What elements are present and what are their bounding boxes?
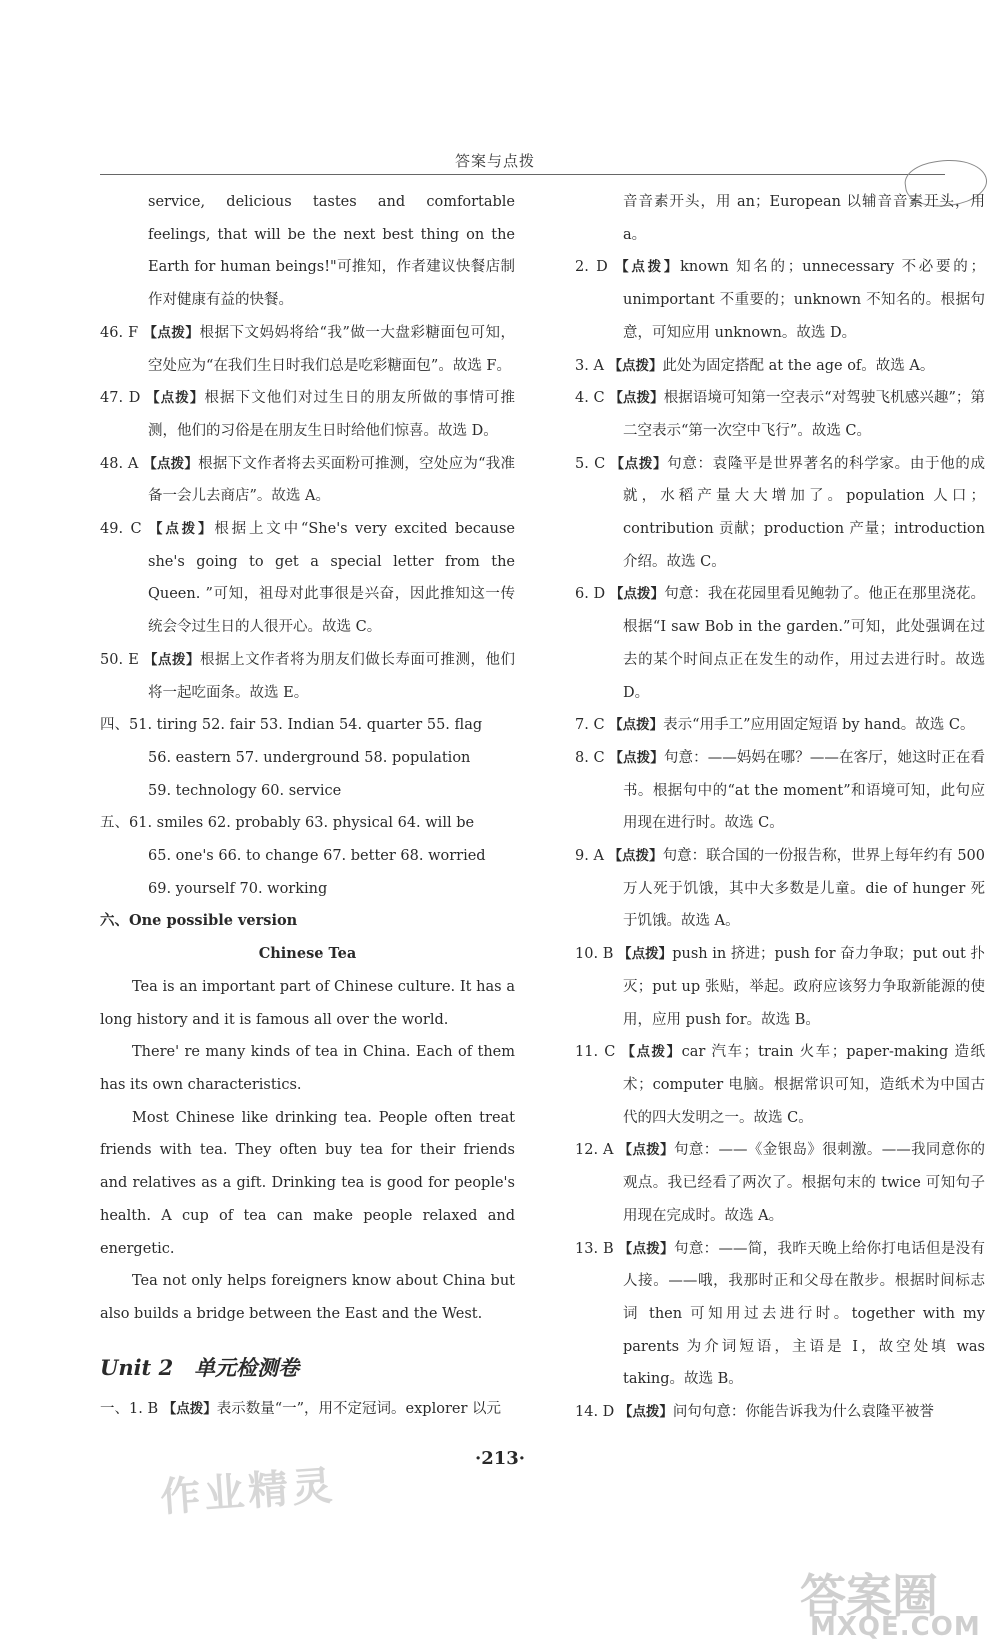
hint-tag: 【点拨】	[618, 1404, 673, 1421]
watermark-logo: 答案圈	[800, 1569, 938, 1623]
hint-tag: 【点拨】	[615, 259, 681, 276]
right-intro: 音音素开头，用 an；European 以辅音音素开头，用 a。	[623, 194, 985, 243]
essay-title: Chinese Tea	[258, 945, 357, 963]
item-explanation: 问句句意：你能告诉我为什么袁隆平被誉	[672, 1404, 934, 1421]
item-explanation: 句意：——《金银岛》很刺激。——我同意你的观点。我已经看了两次了。根据句末的 twice 可知句子用现在完成时。故选 A。	[623, 1142, 986, 1224]
watermark-url: MXQE.COM	[810, 1612, 981, 1642]
item-number: 3. A	[575, 357, 604, 374]
item-number: 5. C	[575, 455, 606, 472]
answer-item-14	[575, 1396, 985, 1429]
watermark-logo: 作业精灵	[158, 1462, 338, 1522]
answer-item-9	[575, 840, 985, 938]
item-number: 2. D	[575, 259, 608, 276]
item-number: 11. C	[575, 1044, 616, 1061]
page-number: ·213·	[474, 1448, 526, 1469]
answer-item-47	[100, 382, 515, 447]
item-explanation: 表示“用手工”应用固定短语 by hand。故选 C。	[663, 717, 975, 734]
item-number: 6. D	[575, 586, 606, 603]
item-number: 47. D	[100, 390, 141, 407]
hint-tag: 【点拨】	[143, 324, 200, 341]
item-number: 12. A	[575, 1142, 614, 1159]
answer-item-46	[100, 317, 515, 382]
answer-item-4	[575, 382, 985, 447]
hint-tag: 【点拨】	[609, 586, 665, 603]
hint-tag: 【点拨】	[618, 1142, 674, 1159]
answer-item-48	[100, 448, 515, 513]
item-number: 48. A	[100, 455, 139, 472]
answer-item-11	[575, 1036, 985, 1134]
item-number: 10. B	[575, 946, 614, 963]
answer-item-13	[575, 1233, 985, 1397]
item-explanation: 根据下文他们对过生日的朋友所做的事情可推测，他们的习俗是在朋友生日时给他们惊喜。故选 D。	[148, 390, 516, 439]
item-number: 14. D	[575, 1404, 615, 1421]
page-header-title: 答案与点拨	[454, 152, 535, 170]
section-4-line: 59. technology 60. service	[148, 782, 342, 799]
section-4-line: 56. eastern 57. underground 58. population	[148, 749, 471, 766]
answer-item-49	[100, 513, 515, 644]
hint-tag: 【点拨】	[146, 390, 205, 407]
hint-tag: 【点拨】	[621, 1044, 682, 1061]
item-explanation: push in 挤进；push for 奋力争取；put out 扑灭；put up 张贴，举起。政府应该努力争取新能源的使用，应用 push for。故选 B。	[623, 946, 986, 1028]
item-explanation: 表示数量“一”，用不定冠词。explorer 以元	[216, 1400, 502, 1417]
essay-paragraph: Tea is an important part of Chinese culture. It has a long history and it is famous all over the world.	[100, 978, 515, 1028]
hint-tag: 【点拨】	[608, 848, 663, 865]
item-explanation: known 知名的；unnecessary 不必要的；unimportant 不重要的；unknown 不知名的。根据句意，可知应用 unknown。故选 D。	[623, 259, 986, 341]
hint-tag: 【点拨】	[618, 946, 673, 963]
answer-item-5	[575, 448, 985, 579]
answer-item-10	[575, 938, 985, 1036]
answer-item-7	[575, 709, 985, 742]
item-explanation: 根据上文中“She's very excited because she's going to get a special letter from the Queen. ”可知，祖母对此事很是兴奋，因此推知这一传统会令过生日的人很开心。故选 C。	[148, 521, 516, 636]
section-6-label: 六、One possible version	[100, 912, 298, 930]
essay-paragraph: There' re many kinds of tea in China. Each of them has its own characteristics.	[100, 1044, 515, 1093]
item-explanation: 根据语境可知第一空表示“对驾驶飞机感兴趣”；第二空表示“第一次空中飞行”。故选 C。	[623, 390, 985, 439]
item-explanation: car 汽车；train 火车；paper-making 造纸术；computer 电脑。根据常识可知，造纸术为中国古代的四大发明之一。故选 C。	[623, 1044, 985, 1126]
item-explanation: 根据上文作者将为朋友们做长寿面可推测，他们将一起吃面条。故选 E。	[148, 651, 516, 701]
item-number: 49. C	[100, 521, 142, 538]
essay-paragraph: Tea not only helps foreigners know about China but also builds a bridge between the East and the West.	[100, 1273, 515, 1322]
section-4-line: 四、51. tiring 52. fair 53. Indian 54. quarter 55. flag	[100, 717, 483, 734]
answer-item-2	[575, 251, 985, 349]
item-explanation: 句意：袁隆平是世界著名的科学家。由于他的成就，水稻产量大大增加了。population 人口；contribution 贡献；production 产量；introduction 介绍。故选 C。	[623, 455, 986, 570]
item-number: 4. C	[575, 390, 605, 407]
header-rule	[100, 174, 945, 175]
answer-item-12	[575, 1134, 985, 1232]
hint-tag: 【点拨】	[610, 455, 668, 472]
hint-tag: 【点拨】	[143, 651, 201, 668]
section-5-line: 65. one's 66. to change 67. better 68. worried	[148, 848, 486, 865]
hint-tag: 【点拨】	[143, 455, 199, 472]
item-explanation: 句意：我在花园里看见鲍勃了。他正在那里浇花。根据“I saw Bob in the garden.”可知，此处强调在过去的某个时间点正在发生的动作，用过去进行时。故选 D。	[623, 586, 985, 701]
item-number: 46. F	[100, 324, 139, 341]
hint-tag: 【点拨】	[618, 1240, 674, 1257]
essay-body	[100, 971, 515, 1331]
item-explanation: 根据下文作者将去买面粉可推测，空处应为“我准备一会儿去商店”。故选 A。	[148, 455, 515, 505]
item-explanation: 句意：——简，我昨天晚上给你打电话但是没有人接。——哦，我那时正和父母在散步。根据时间标志词 then 可知用过去进行时。together with my parents 为介词短语，主语是 I，故空处填 was taking。故选 B。	[623, 1240, 986, 1388]
left-column	[100, 186, 515, 1425]
item-explanation: 根据下文妈妈将给“我”做一大盘彩糖面包可知，空处应为“在我们生日时我们总是吃彩糖面包”。故选 F。	[148, 324, 516, 374]
item-explanation: 句意：联合国的一份报告称，世界上每年约有 500 万人死于饥饿，其中大多数是儿童。die of hunger 死于饥饿。故选 A。	[623, 848, 985, 930]
section-5-line: 五、61. smiles 62. probably 63. physical 64. will be	[100, 815, 475, 832]
item-number: 50. E	[100, 651, 139, 668]
hint-tag: 【点拨】	[149, 521, 215, 538]
left-intro: service, delicious tastes and comfortable feelings, that will be the next best thing on the Earth for human beings!"可推知，作者建议快餐店制作对健康有益的快餐。	[148, 194, 515, 309]
section-5-line: 69. yourself 70. working	[148, 880, 328, 897]
item-number: 9. A	[575, 848, 604, 865]
answer-item-1	[100, 1393, 515, 1426]
item-explanation: 句意：——妈妈在哪？——在客厅，她这时正在看书。根据句中的“at the moment”和语境可知，此句应用现在进行时。故选 C。	[623, 749, 986, 832]
right-column	[575, 186, 985, 1429]
answer-item-6	[575, 578, 985, 709]
item-number: 7. C	[575, 717, 605, 734]
hint-tag: 【点拨】	[609, 390, 664, 407]
hint-tag: 【点拨】	[162, 1400, 217, 1417]
hint-tag: 【点拨】	[609, 749, 664, 766]
item-number: 13. B	[575, 1240, 614, 1257]
item-number: 8. C	[575, 749, 605, 766]
essay-paragraph: Most Chinese like drinking tea. People often treat friends with tea. They often buy tea for their friends and relatives as a gift. Drinking tea is good for people's health. A cup of tea can make people relaxed and energetic.	[100, 1109, 515, 1257]
unit-heading: Unit 2 单元检测卷	[100, 1354, 300, 1380]
answer-item-50	[100, 644, 515, 709]
answer-item-8	[575, 742, 985, 840]
answer-item-3	[575, 350, 985, 383]
item-explanation: 此处为固定搭配 at the age of。故选 A。	[662, 357, 935, 374]
hint-tag: 【点拨】	[608, 357, 663, 374]
item-number: 一、1. B	[100, 1400, 159, 1417]
hint-tag: 【点拨】	[609, 717, 664, 734]
